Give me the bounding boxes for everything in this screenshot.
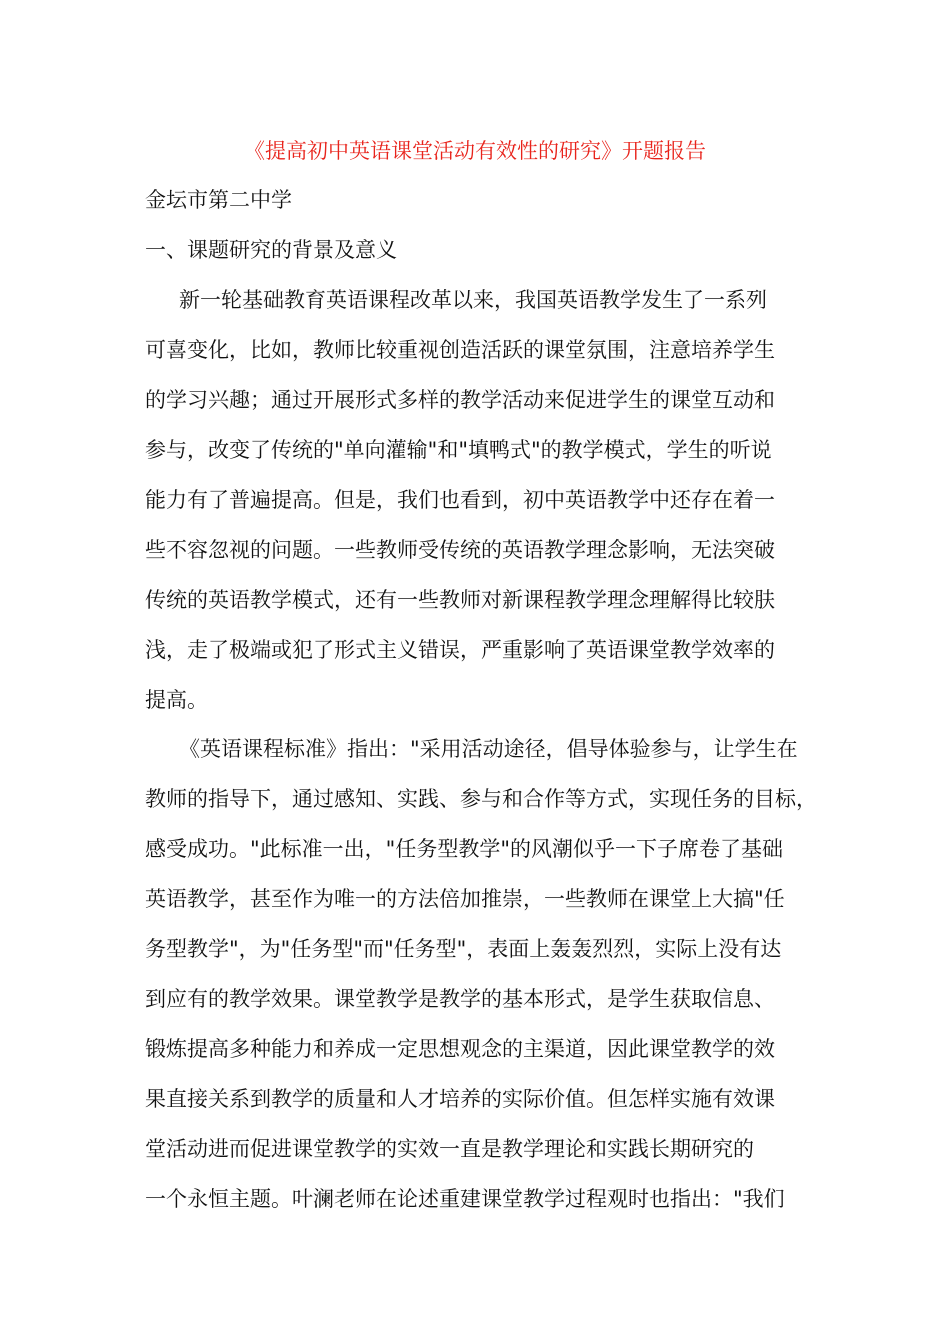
paragraph-line: 些不容忽视的问题。一些教师受传统的英语教学理念影响，无法突破 bbox=[145, 538, 775, 562]
paragraph-line: 新一轮基础教育英语课程改革以来，我国英语教学发生了一系列 bbox=[179, 288, 767, 312]
paragraph-line: 堂活动进而促进课堂教学的实效一直是教学理论和实践长期研究的 bbox=[145, 1137, 754, 1161]
paragraph-line: 提高。 bbox=[145, 688, 208, 712]
paragraph-background bbox=[145, 283, 815, 733]
paragraph-line: 务型教学"，为"任务型"而"任务型"，表面上轰轰烈烈，实际上没有达 bbox=[145, 937, 782, 961]
paragraph-line: 感受成功。"此标准一出，"任务型教学"的风潮似乎一下子席卷了基础 bbox=[145, 837, 783, 861]
paragraph-line: 一个永恒主题。叶澜老师在论述重建课堂教学过程观时也指出："我们 bbox=[145, 1187, 785, 1211]
paragraph-line: 锻炼提高多种能力和养成一定思想观念的主渠道，因此课堂教学的效 bbox=[145, 1037, 775, 1061]
paragraph-line: 的学习兴趣；通过开展形式多样的教学活动来促进学生的课堂互动和 bbox=[145, 388, 775, 412]
paragraph-line: 传统的英语教学模式，还有一些教师对新课程教学理念理解得比较肤 bbox=[145, 588, 775, 612]
section-heading: 一、课题研究的背景及意义 bbox=[145, 238, 397, 262]
school-name: 金坛市第二中学 bbox=[145, 188, 292, 212]
paragraph-line: 浅，走了极端或犯了形式主义错误，严重影响了英语课堂教学效率的 bbox=[145, 638, 775, 662]
paragraph-line: 英语教学，甚至作为唯一的方法倍加推崇，一些教师在课堂上大搞"任 bbox=[145, 887, 785, 911]
paragraph-line: 到应有的教学效果。课堂教学是教学的基本形式，是学生获取信息、 bbox=[145, 987, 775, 1011]
document-title: 《提高初中英语课堂活动有效性的研究》开题报告 bbox=[244, 139, 706, 163]
paragraph-line: 参与，改变了传统的"单向灌输"和"填鸭式"的教学模式，学生的听说 bbox=[145, 438, 772, 462]
paragraph-line: 可喜变化，比如，教师比较重视创造活跃的课堂氛围，注意培养学生 bbox=[145, 338, 775, 362]
paragraph-line: 果直接关系到教学的质量和人才培养的实际价值。但怎样实施有效课 bbox=[145, 1087, 775, 1111]
paragraph-line: 教师的指导下，通过感知、实践、参与和合作等方式，实现任务的目标， bbox=[145, 787, 817, 811]
paragraph-curriculum-standard bbox=[145, 732, 815, 1232]
paragraph-line: 《英语课程标准》指出："采用活动途径，倡导体验参与，让学生在 bbox=[179, 737, 798, 761]
paragraph-line: 能力有了普遍提高。但是，我们也看到，初中英语教学中还存在着一 bbox=[145, 488, 775, 512]
